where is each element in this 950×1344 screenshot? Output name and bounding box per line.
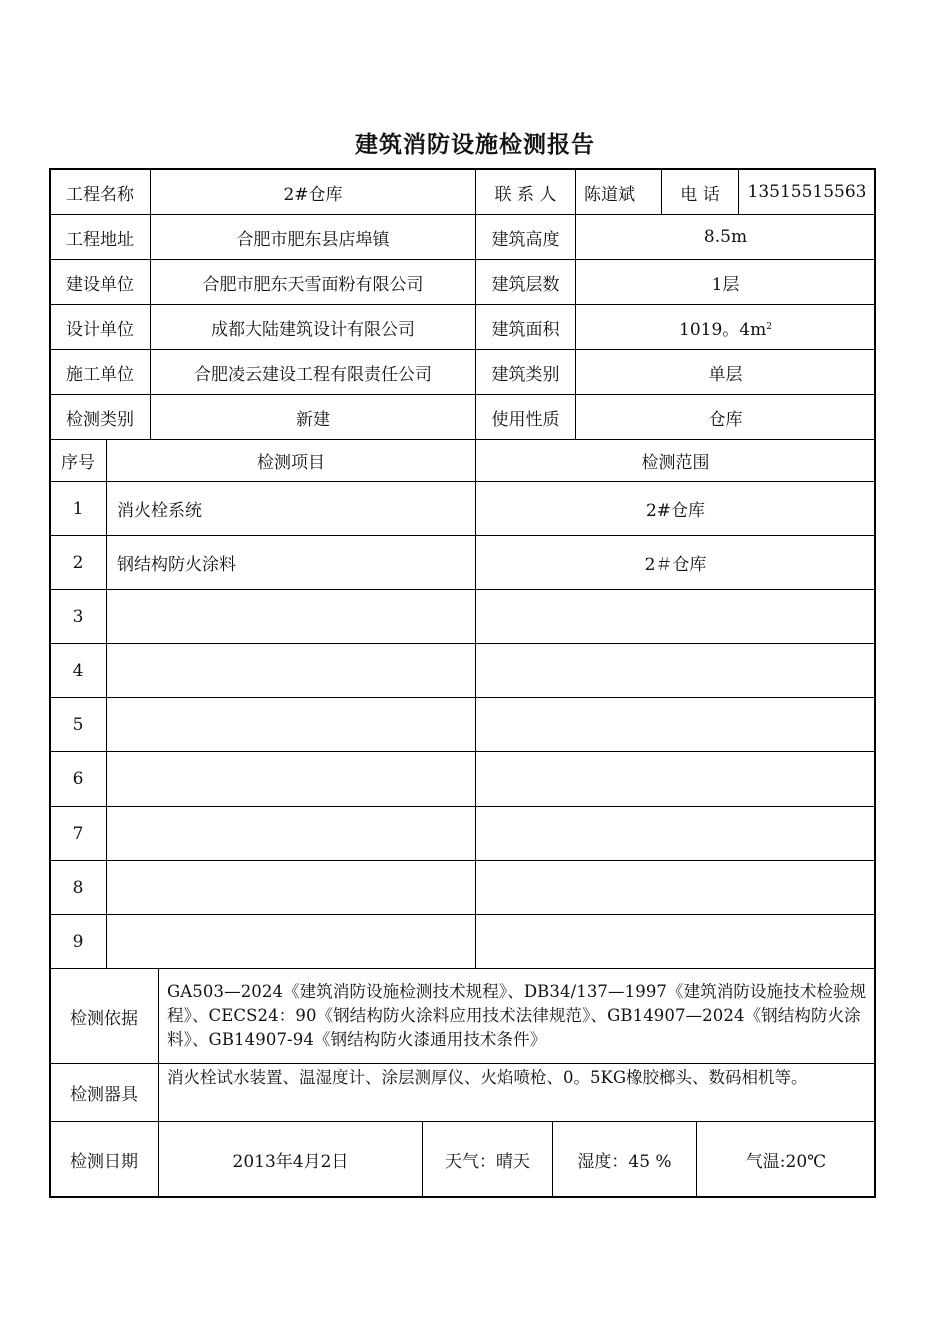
row-divider xyxy=(50,1063,875,1064)
phone-value: 13515515563 xyxy=(747,182,867,202)
row-item xyxy=(107,644,475,697)
constructor-label: 施工单位 xyxy=(66,364,134,385)
floors-label: 建筑层数 xyxy=(491,274,560,295)
date-value: 2013年4月2日 xyxy=(232,1151,349,1172)
temperature-value: 气温:20℃ xyxy=(745,1151,827,1172)
basis-label: 检测依据 xyxy=(70,1008,138,1029)
row-item xyxy=(107,752,475,806)
height-label: 建筑高度 xyxy=(491,229,560,250)
row-no: 8 xyxy=(72,877,84,898)
date-label: 检测日期 xyxy=(70,1151,138,1172)
category-label: 建筑类别 xyxy=(491,364,560,385)
row-item: 钢结构防火涂料 xyxy=(117,555,236,575)
address-label: 工程地址 xyxy=(66,229,134,250)
inspection-type-label: 检测类别 xyxy=(66,409,134,430)
designer-value: 成都大陆建筑设计有限公司 xyxy=(211,319,415,340)
equipment-label: 检测器具 xyxy=(70,1085,138,1105)
row-item xyxy=(107,590,475,643)
row-scope xyxy=(476,861,875,914)
row-scope: 2#仓库 xyxy=(645,501,706,521)
usage-value: 仓库 xyxy=(708,409,743,430)
builder-value: 合肥市肥东天雪面粉有限公司 xyxy=(202,274,424,295)
row-no: 3 xyxy=(72,606,84,627)
designer-label: 设计单位 xyxy=(66,319,134,340)
row-no: 6 xyxy=(72,769,84,789)
builder-label: 建设单位 xyxy=(66,274,134,295)
row-no: 9 xyxy=(72,931,84,952)
row-item xyxy=(107,861,475,914)
row-item xyxy=(107,915,475,968)
row-divider xyxy=(50,968,875,969)
page-title: 建筑消防设施检测报告 xyxy=(355,132,595,158)
inspection-type-value: 新建 xyxy=(296,409,330,430)
project-name-value: 2#仓库 xyxy=(283,184,343,205)
area-label: 建筑面积 xyxy=(491,319,560,340)
basis-text: GA503—2024《建筑消防设施检测技术规程》、DB34/137—1997《建筑消防设施技术检验规程》、CECS24：90《钢结构防火涂料应用技术法律规范》、GB14907—2024《钢结构防火涂料》、GB14907-94《钢结构防火漆通用技术条件》 xyxy=(167,982,867,1049)
row-scope xyxy=(476,807,875,860)
row-scope xyxy=(476,590,875,643)
floors-value: 1层 xyxy=(711,274,740,295)
project-name-label: 工程名称 xyxy=(66,184,134,205)
equipment-text: 消火栓试水装置、温湿度计、涂层测厚仪、火焰喷枪、0。5KG橡胶榔头、数码相机等。 xyxy=(167,1068,808,1087)
area-value: 1019。4m 2 xyxy=(576,305,875,349)
weather-value: 天气：晴天 xyxy=(445,1151,530,1172)
row-scope xyxy=(476,698,875,751)
row-item xyxy=(107,698,475,751)
row-no: 5 xyxy=(72,714,84,735)
header-scope: 检测范围 xyxy=(641,453,710,473)
category-value: 单层 xyxy=(708,364,743,385)
header-no: 序号 xyxy=(61,453,95,473)
area-number: 1019。4m xyxy=(679,319,767,340)
row-no: 2 xyxy=(72,552,84,573)
contact-value: 陈道斌 xyxy=(584,184,635,205)
usage-label: 使用性质 xyxy=(491,409,560,430)
header-item: 检测项目 xyxy=(257,453,325,473)
humidity-value: 湿度：45 % xyxy=(577,1151,672,1172)
phone-label: 电 话 xyxy=(680,184,720,205)
row-no: 7 xyxy=(72,823,84,844)
address-value: 合肥市肥东县店埠镇 xyxy=(236,229,390,250)
row-item xyxy=(107,807,475,860)
row-item: 消火栓系统 xyxy=(117,501,202,521)
row-scope xyxy=(476,915,875,968)
row-scope xyxy=(476,752,875,806)
height-value: 8.5m xyxy=(703,227,748,247)
row-no: 4 xyxy=(72,660,84,681)
row-scope: 2＃仓库 xyxy=(644,555,707,575)
row-scope xyxy=(476,644,875,697)
row-no: 1 xyxy=(72,498,84,519)
constructor-value: 合肥凌云建设工程有限责任公司 xyxy=(194,364,432,385)
contact-label: 联 系 人 xyxy=(494,184,557,205)
